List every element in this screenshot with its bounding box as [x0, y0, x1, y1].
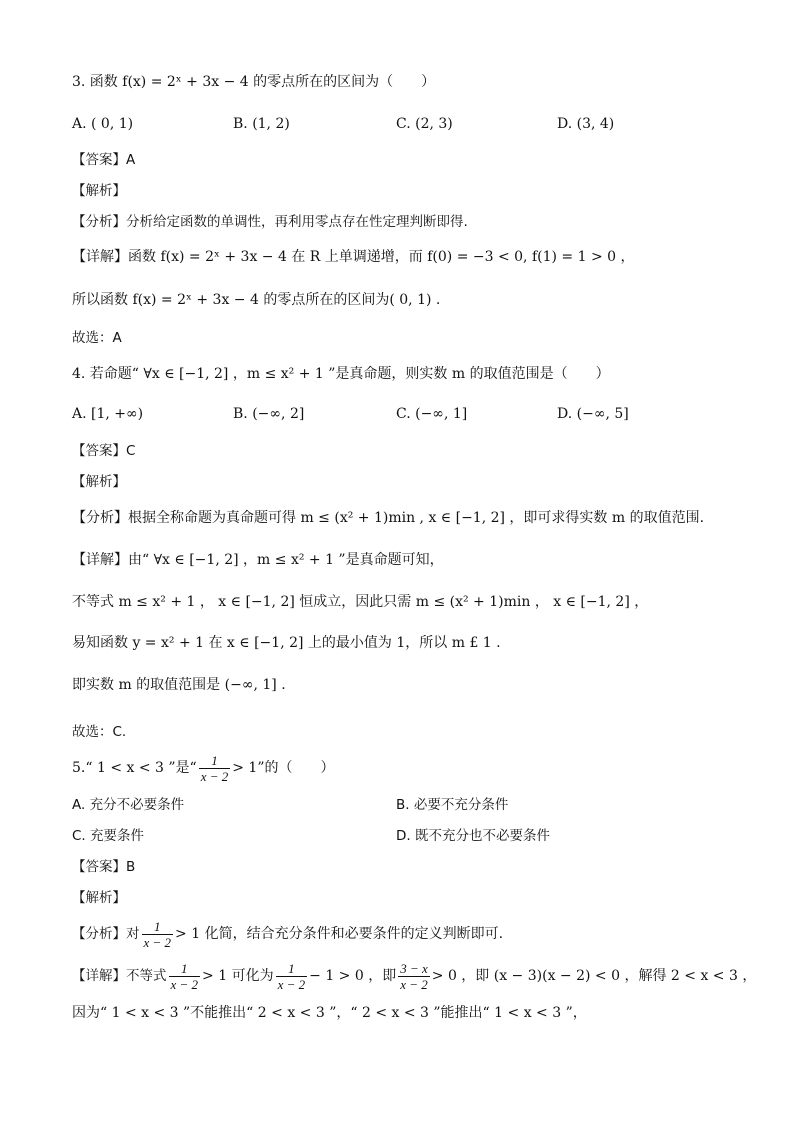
- q3-final: 故选：A: [72, 330, 122, 346]
- q4-xiangjie: 【详解】由“ ∀x ∈ [−1, 2] ，m ≤ x² + 1 ”是真命题可知，: [72, 552, 444, 568]
- q3-fenxi: 【分析】分析给定函数的单调性，再利用零点存在性定理判断即得.: [72, 214, 468, 230]
- q5-xiangjie-fraction-1-denominator: x − 2: [170, 976, 199, 992]
- q4-option-b: B. (−∞, 2]: [233, 406, 305, 422]
- q4-stem: 4. 若命题“ ∀x ∈ [−1, 2] ，m ≤ x² + 1 ”是真命题，则实数 m 的取值范围是（ ）: [72, 366, 610, 382]
- q5-xiangjie-fraction-1-numerator: 1: [169, 961, 201, 977]
- q5-option-b: B. 必要不充分条件: [396, 797, 509, 813]
- q4-option-a: A. [1, +∞): [72, 406, 144, 422]
- q5-stem-prefix: 5.“ 1 < x < 3 ”是“: [72, 760, 197, 776]
- q5-stem-fraction: [199, 753, 231, 784]
- q5-stem-fraction-numerator: 1: [199, 753, 231, 769]
- q5-xiangjie-fraction-2-denominator: x − 2: [277, 976, 306, 992]
- q4-option-d: D. (−∞, 5]: [557, 406, 629, 422]
- q4-answer: 【答案】C: [72, 443, 136, 459]
- q5-xiangjie-fraction-3-numerator: 3 − x: [400, 960, 428, 976]
- q5-xiangjie-fraction-3-denominator: x − 2: [400, 976, 428, 992]
- q5-fenxi-fraction-denominator: x − 2: [143, 934, 172, 950]
- q5-stem: [72, 748, 335, 788]
- q4-final: 故选：C.: [72, 724, 127, 740]
- q5-option-c: C. 充要条件: [72, 828, 145, 844]
- q3-option-b: B. (1, 2): [233, 116, 290, 132]
- q3-analysis-heading: 【解析】: [72, 183, 126, 199]
- q3-stem: 3. 函数 f(x) = 2ˣ + 3x − 4 的零点所在的区间为（ ）: [72, 74, 436, 90]
- q3-option-c: C. (2, 3): [396, 116, 453, 132]
- q5-xiangjie-suffix: > 0 ，即 (x − 3)(x − 2) < 0 ，解得 2 < x < 3 ，: [431, 968, 757, 984]
- q5-xiangjie-middle-2: − 1 > 0 ，即: [309, 968, 397, 984]
- q4-minimum-line: 易知函数 y = x² + 1 在 x ∈ [−1, 2] 上的最小值为 1，所以 m £ 1 .: [72, 635, 501, 651]
- q3-answer: 【答案】A: [72, 152, 136, 168]
- q3-xiangjie: 【详解】函数 f(x) = 2ˣ + 3x − 4 在 R 上单调递增，而 f(0) = −3 < 0, f(1) = 1 > 0 ，: [72, 249, 635, 265]
- q3-option-a: A. ( 0, 1): [72, 116, 134, 132]
- q4-option-c: C. (−∞, 1]: [396, 406, 468, 422]
- q5-fenxi: [72, 914, 503, 954]
- q4-analysis-heading: 【解析】: [72, 474, 126, 490]
- q5-xiangjie-fraction-3: [398, 961, 430, 992]
- q5-fenxi-fraction-numerator: 1: [142, 919, 174, 935]
- q5-fenxi-prefix: 【分析】对: [72, 926, 140, 942]
- q5-stem-suffix: > 1”的（ ）: [232, 760, 335, 776]
- q5-stem-fraction-denominator: x − 2: [200, 768, 229, 784]
- q5-fenxi-suffix: > 1 化简，结合充分条件和必要条件的定义判断即可.: [175, 926, 504, 942]
- q5-option-d: D. 既不充分也不必要条件: [396, 828, 550, 844]
- q5-implication-line: 因为“ 1 < x < 3 ”不能推出“ 2 < x < 3 ”，“ 2 < x < 3 ”能推出“ 1 < x < 3 ”，: [72, 1005, 587, 1021]
- q3-conclusion: 所以函数 f(x) = 2ˣ + 3x − 4 的零点所在的区间为( 0, 1) .: [72, 292, 441, 308]
- q5-xiangjie-fraction-1: [169, 961, 201, 992]
- q5-xiangjie-prefix: 【详解】不等式: [72, 968, 167, 984]
- q5-xiangjie: [72, 956, 756, 996]
- q4-inequality-line: 不等式 m ≤ x² + 1 ， x ∈ [−1, 2] 恒成立，因此只需 m ≤ (x² + 1)min ， x ∈ [−1, 2] ，: [72, 594, 649, 610]
- q5-option-a: A. 充分不必要条件: [72, 797, 185, 813]
- q5-xiangjie-fraction-2: [276, 961, 308, 992]
- q5-xiangjie-middle-1: > 1 可化为: [202, 968, 274, 984]
- q5-analysis-heading: 【解析】: [72, 890, 126, 906]
- q5-answer: 【答案】B: [72, 859, 136, 875]
- q5-fenxi-fraction: [142, 919, 174, 950]
- q3-option-d: D. (3, 4): [557, 116, 615, 132]
- q4-fenxi: 【分析】根据全称命题为真命题可得 m ≤ (x² + 1)min , x ∈ [−1, 2] ，即可求得实数 m 的取值范围.: [72, 510, 705, 526]
- q5-xiangjie-fraction-2-numerator: 1: [276, 961, 308, 977]
- q4-range-line: 即实数 m 的取值范围是 (−∞, 1] .: [72, 677, 286, 693]
